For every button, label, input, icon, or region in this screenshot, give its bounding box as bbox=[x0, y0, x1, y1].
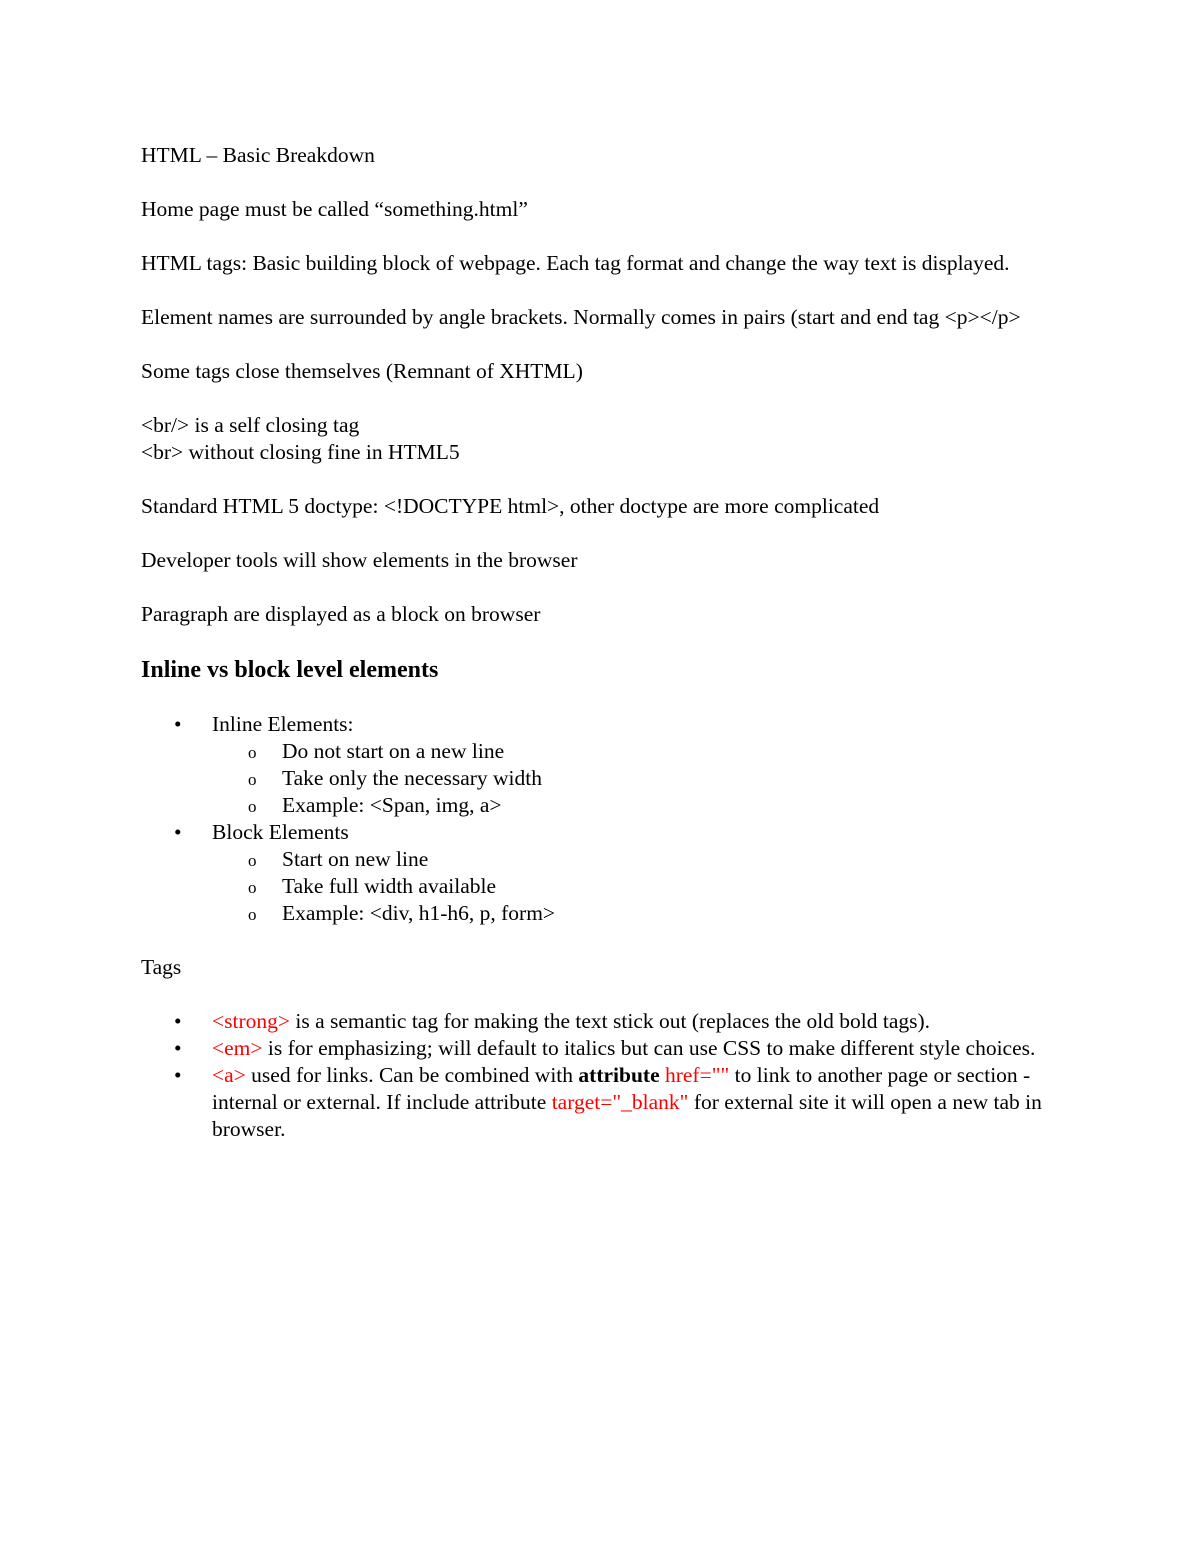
list-item bbox=[141, 1035, 1051, 1062]
html-tags-note: HTML tags: Basic building block of webpage. Each tag format and change the way text is displayed. bbox=[141, 251, 1010, 275]
strong-tag-code: <strong> bbox=[212, 1009, 291, 1033]
br-html5-line: <br> without closing fine in HTML5 bbox=[141, 440, 460, 464]
circle-bullet-icon: o bbox=[248, 743, 257, 762]
a-tag-description-cont: to link to another page or section - internal or external. If include attribute bbox=[212, 1063, 1031, 1114]
a-tag-description-end: for external site it will open a new tab in browser. bbox=[212, 1090, 1042, 1141]
br-notes bbox=[141, 412, 1051, 466]
sub-item-text: Start on new line bbox=[282, 847, 429, 871]
sub-list-item bbox=[212, 846, 1051, 873]
tags-list bbox=[141, 1008, 1051, 1143]
doctype-note: Standard HTML 5 doctype: <!DOCTYPE html>, other doctype are more complicated bbox=[141, 494, 880, 518]
element-types-list bbox=[141, 711, 1051, 927]
circle-bullet-icon: o bbox=[248, 851, 257, 870]
list-item bbox=[141, 711, 1051, 819]
sub-item-text: Example: <div, h1-h6, p, form> bbox=[282, 901, 556, 925]
bullet-icon: • bbox=[174, 1036, 182, 1060]
inline-elements-label: Inline Elements: bbox=[212, 712, 354, 736]
document-body bbox=[141, 142, 1051, 1170]
bullet-icon: • bbox=[174, 820, 182, 844]
sub-list-item bbox=[212, 765, 1051, 792]
list-item bbox=[141, 1062, 1051, 1143]
self-closing-note: Some tags close themselves (Remnant of XHTML) bbox=[141, 359, 583, 383]
bullet-icon: • bbox=[174, 1063, 182, 1087]
sub-list-item bbox=[212, 900, 1051, 927]
em-tag-code: <em> bbox=[212, 1036, 263, 1060]
circle-bullet-icon: o bbox=[248, 878, 257, 897]
section-heading: Inline vs block level elements bbox=[141, 657, 439, 683]
br-self-closing-line: <br/> is a self closing tag bbox=[141, 413, 360, 437]
attribute-word: attribute bbox=[578, 1063, 660, 1087]
circle-bullet-icon: o bbox=[248, 905, 257, 924]
devtools-note: Developer tools will show elements in the browser bbox=[141, 548, 578, 572]
home-page-note: Home page must be called “something.html” bbox=[141, 197, 528, 221]
inline-elements-sublist bbox=[212, 738, 1051, 819]
a-tag-code: <a> bbox=[212, 1063, 246, 1087]
sub-item-text: Do not start on a new line bbox=[282, 739, 505, 763]
list-item bbox=[141, 819, 1051, 927]
sub-item-text: Example: <Span, img, a> bbox=[282, 793, 502, 817]
bullet-icon: • bbox=[174, 712, 182, 736]
sub-item-text: Take full width available bbox=[282, 874, 497, 898]
sub-list-item bbox=[212, 873, 1051, 900]
block-elements-sublist bbox=[212, 846, 1051, 927]
tags-label: Tags bbox=[141, 955, 182, 979]
em-tag-description: is for emphasizing; will default to italics but can use CSS to make different style choices. bbox=[262, 1036, 1036, 1060]
circle-bullet-icon: o bbox=[248, 797, 257, 816]
href-attribute-code: href="" bbox=[664, 1063, 730, 1087]
list-item bbox=[141, 1008, 1051, 1035]
block-elements-label: Block Elements bbox=[212, 820, 349, 844]
element-names-note: Element names are surrounded by angle brackets. Normally comes in pairs (start and end tag <p></p> bbox=[141, 305, 1021, 329]
a-tag-description: used for links. Can be combined with bbox=[245, 1063, 579, 1087]
strong-tag-description: is a semantic tag for making the text stick out (replaces the old bold tags). bbox=[290, 1009, 931, 1033]
paragraph-note: Paragraph are displayed as a block on browser bbox=[141, 602, 541, 626]
target-attribute-code: target="_blank" bbox=[551, 1090, 689, 1114]
sub-list-item bbox=[212, 792, 1051, 819]
circle-bullet-icon: o bbox=[248, 770, 257, 789]
bullet-icon: • bbox=[174, 1009, 182, 1033]
doc-title: HTML – Basic Breakdown bbox=[141, 143, 375, 167]
sub-list-item bbox=[212, 738, 1051, 765]
sub-item-text: Take only the necessary width bbox=[282, 766, 542, 790]
